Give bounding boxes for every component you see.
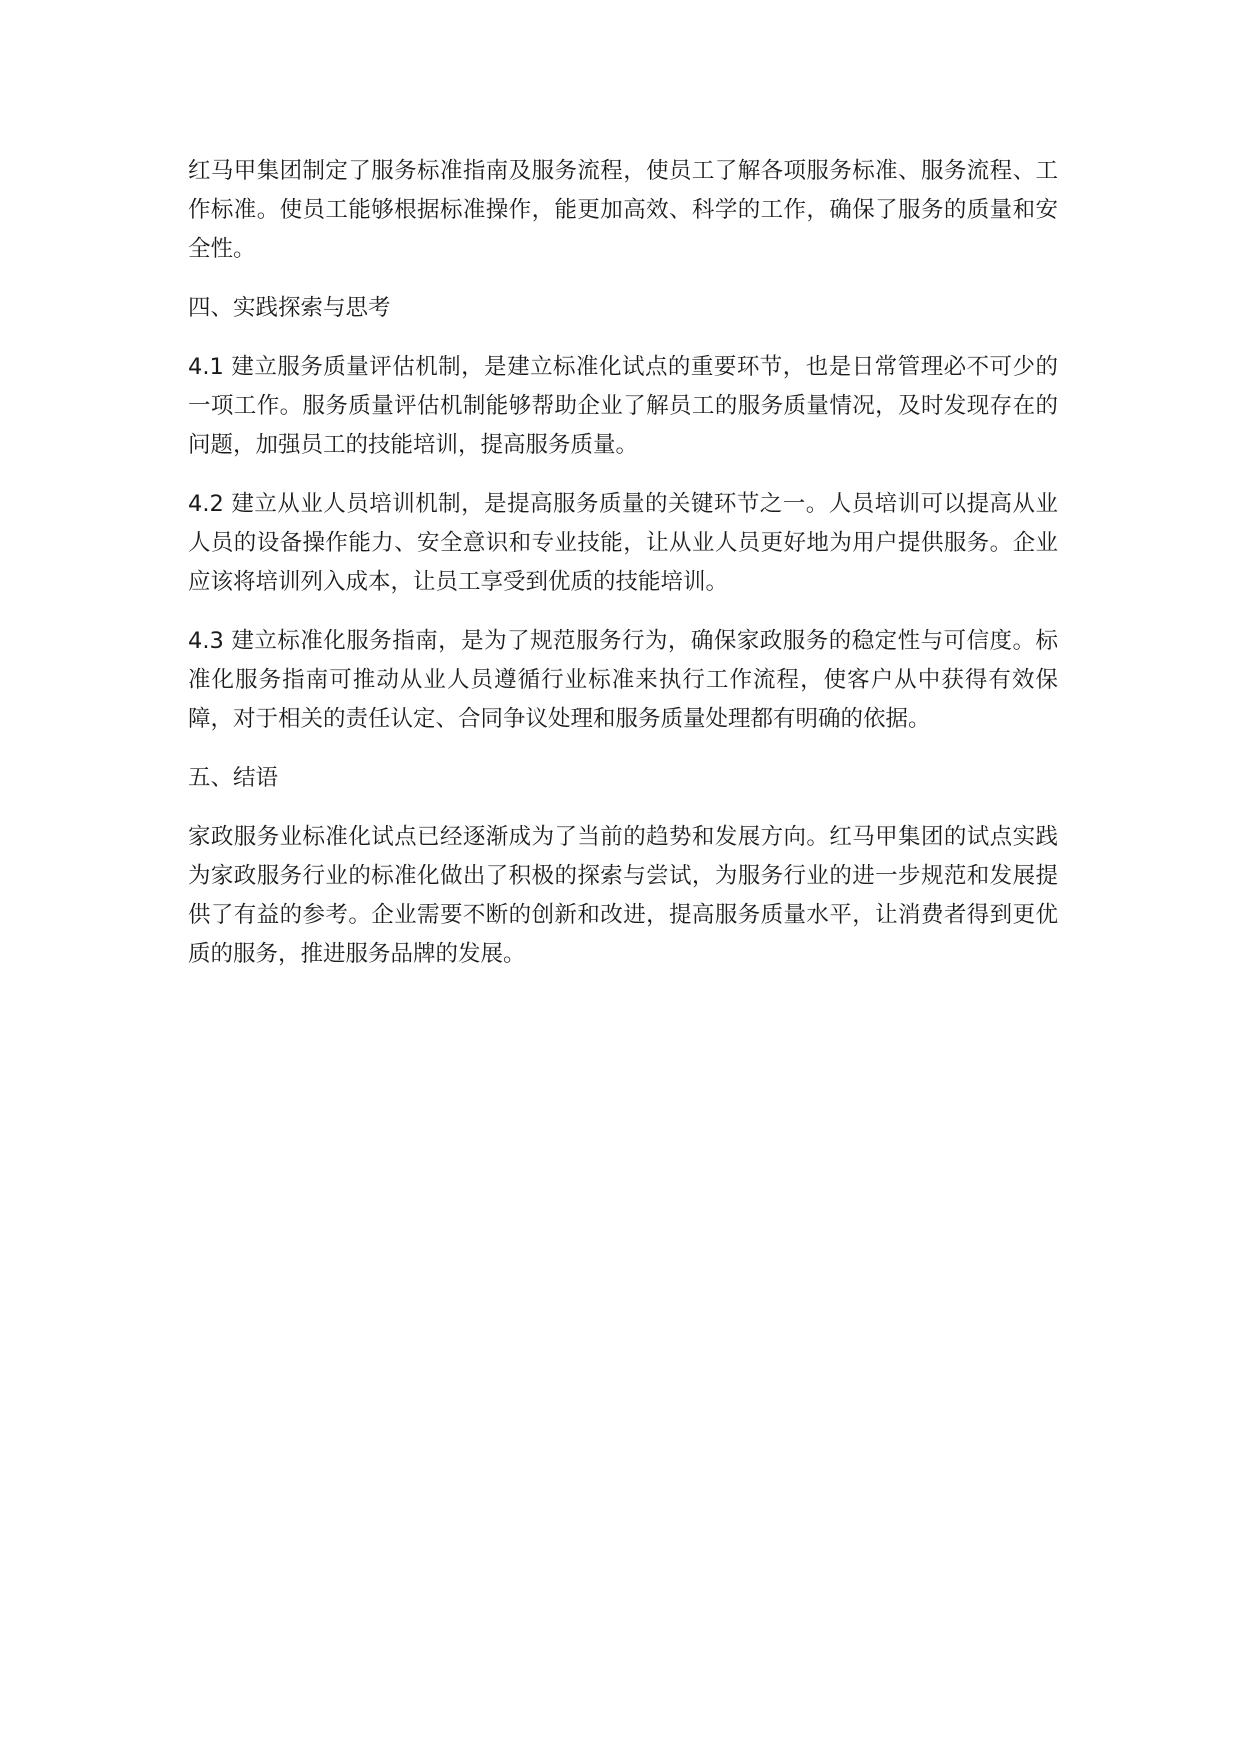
section-heading-practice: 四、实践探索与思考 — [188, 295, 391, 321]
paragraph-4-2: 4.2 建立从业人员培训机制，是提高服务质量的关键环节之一。人员培训可以提高从业人员的设备操作能力、安全意识和专业技能，让从业人员更好地为用户提供服务。企业应该将培训列入成本，让员工享受到优质的技能培训。 — [188, 491, 1058, 595]
paragraph-4-1: 4.1 建立服务质量评估机制，是建立标准化试点的重要环节，也是日常管理必不可少的一项工作。服务质量评估机制能够帮助企业了解员工的服务质量情况，及时发现存在的问题，加强员工的技能培训，提高服务质量。 — [188, 354, 1058, 458]
document-body — [188, 152, 1058, 994]
paragraph-conclusion: 家政服务业标准化试点已经逐渐成为了当前的趋势和发展方向。红马甲集团的试点实践为家政服务行业的标准化做出了积极的探索与尝试，为服务行业的进一步规范和发展提供了有益的参考。企业需要不断的创新和改进，提高服务质量水平，让消费者得到更优质的服务，推进服务品牌的发展。 — [188, 824, 1058, 967]
section-heading-conclusion: 五、结语 — [188, 765, 279, 791]
paragraph-4-3: 4.3 建立标准化服务指南，是为了规范服务行为，确保家政服务的稳定性与可信度。标准化服务指南可推动从业人员遵循行业标准来执行工作流程，使客户从中获得有效保障，对于相关的责任认定、合同争议处理和服务质量处理都有明确的依据。 — [188, 628, 1058, 732]
paragraph-service-standards: 红马甲集团制定了服务标准指南及服务流程，使员工了解各项服务标准、服务流程、工作标准。使员工能够根据标准操作，能更加高效、科学的工作，确保了服务的质量和安全性。 — [188, 158, 1058, 262]
